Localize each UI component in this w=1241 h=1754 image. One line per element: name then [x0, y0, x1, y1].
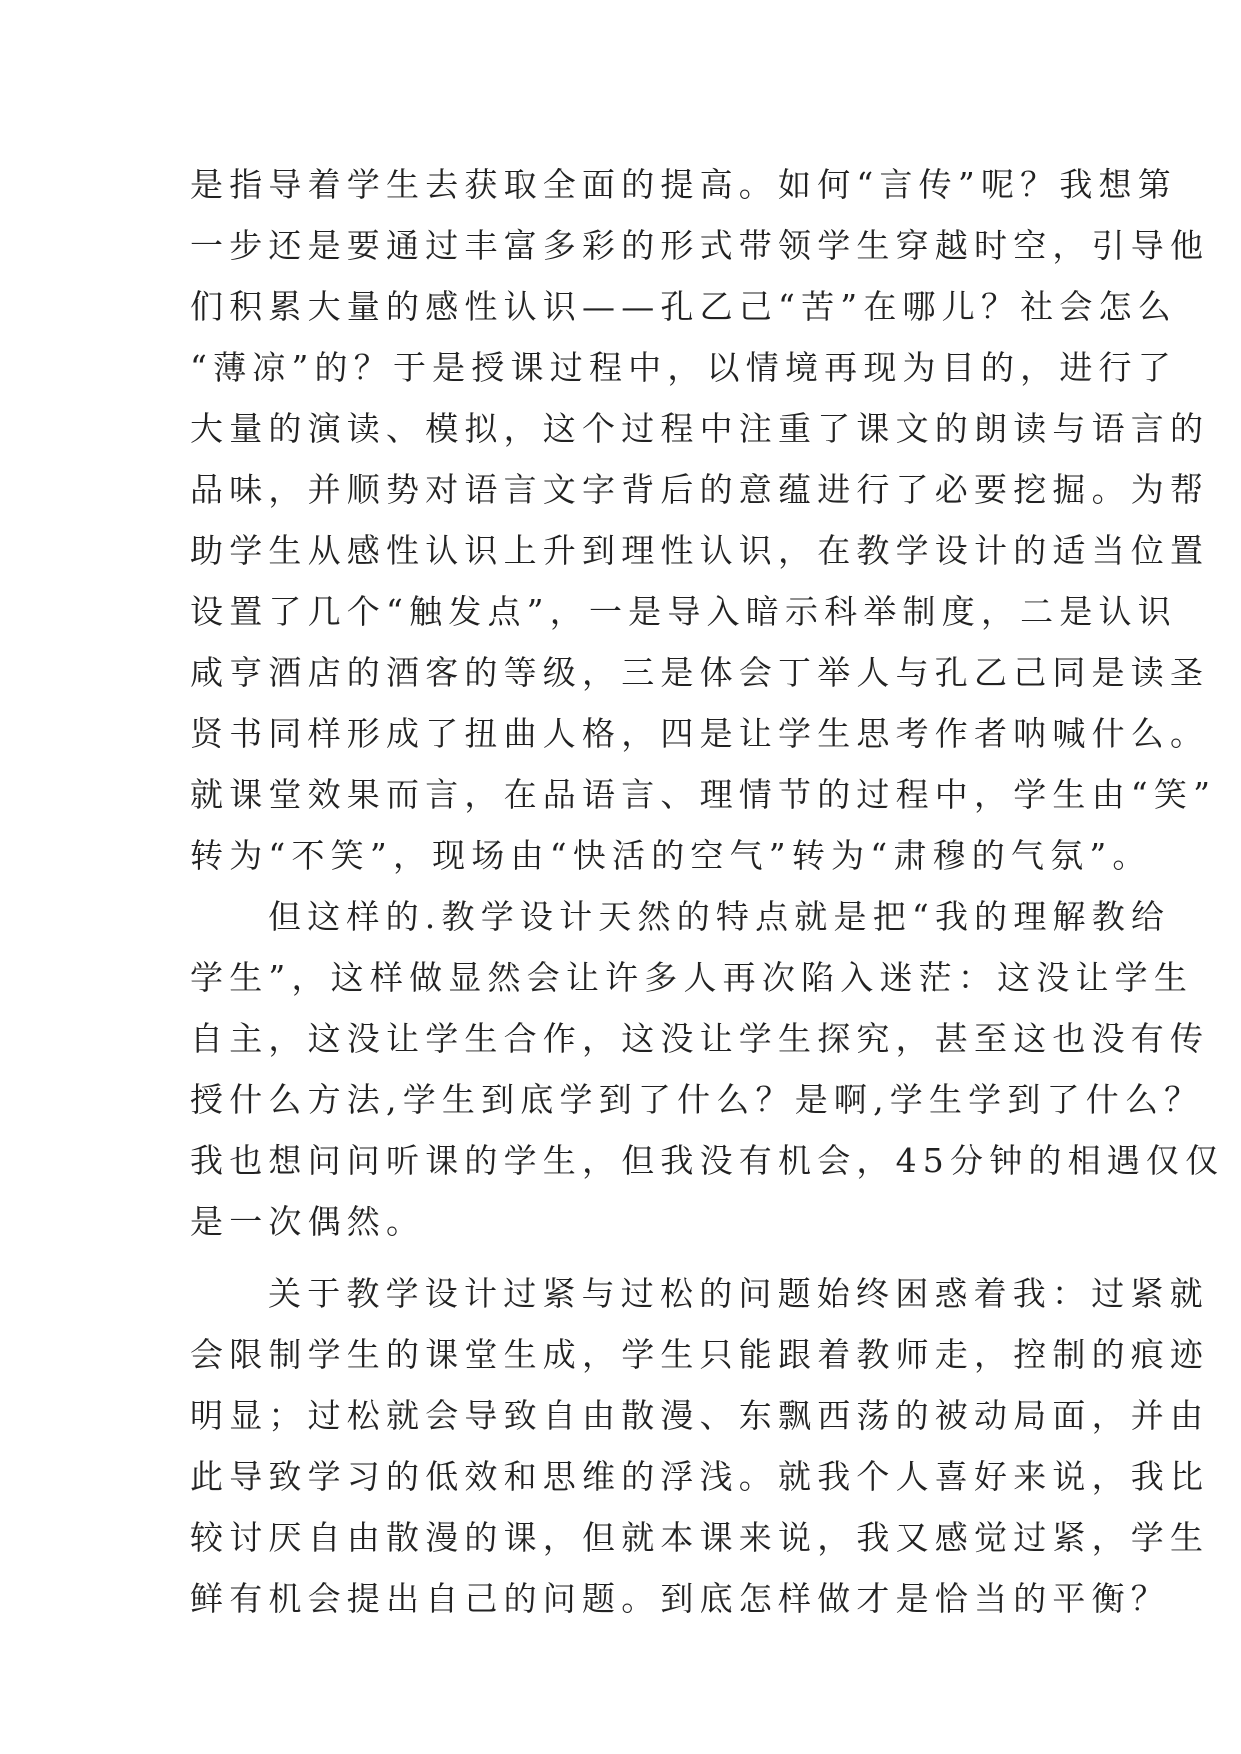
text-line: 咸亨酒店的酒客的等级，三是体会丁举人与孔乙己同是读圣	[190, 653, 1210, 692]
text-line: 会限制学生的课堂生成，学生只能跟着教师走，控制的痕迹	[190, 1335, 1210, 1374]
text-line: 是指导着学生去获取全面的提高。如何“言传”呢？我想第	[190, 165, 1177, 204]
text-line: 一步还是要通过丰富多彩的形式带领学生穿越时空，引导他	[190, 226, 1210, 265]
document-page	[190, 154, 1225, 1629]
text-line: 鲜有机会提出自己的问题。到底怎样做才是恰当的平衡？	[190, 1579, 1170, 1618]
text-line: 就课堂效果而言，在品语言、理情节的过程中，学生由“笑”	[190, 775, 1217, 814]
text-line: 助学生从感性认识上升到理性认识，在教学设计的适当位置	[190, 531, 1210, 570]
text-line: 设置了几个“触发点”，一是导入暗示科举制度，二是认识	[190, 592, 1177, 631]
text-line: 品味，并顺势对语言文字背后的意蕴进行了必要挖掘。为帮	[190, 470, 1210, 509]
text-line: 转为“不笑”，现场由“快活的空气”转为“肃穆的气氛”。	[190, 836, 1152, 875]
text-line: 是一次偶然。	[190, 1202, 426, 1241]
text-line: 我也想问问听课的学生，但我没有机会，45分钟的相遇仅仅	[190, 1141, 1225, 1180]
text-line: 贤书同样形成了扭曲人格，四是让学生思考作者呐喊什么。	[190, 714, 1210, 753]
text-line: “薄凉”的？于是授课过程中，以情境再现为目的，进行了	[190, 348, 1177, 387]
paragraph-2	[190, 886, 1225, 1252]
text-line: 较讨厌自由散漫的课，但就本课来说，我又感觉过紧，学生	[190, 1518, 1210, 1557]
paragraph-3	[190, 1263, 1210, 1629]
text-line: 大量的演读、模拟，这个过程中注重了课文的朗读与语言的	[190, 409, 1210, 448]
text-line: 但这样的.教学设计天然的特点就是把“我的理解教给	[268, 897, 1171, 936]
paragraph-1	[190, 154, 1217, 886]
text-line: 此导致学习的低效和思维的浮浅。就我个人喜好来说，我比	[190, 1457, 1210, 1496]
text-line: 自主，这没让学生合作，这没让学生探究，甚至这也没有传	[190, 1019, 1210, 1058]
text-line: 们积累大量的感性认识——孔乙己“苦”在哪儿？社会怎么	[190, 287, 1177, 326]
text-line: 明显；过松就会导致自由散漫、东飘西荡的被动局面，并由	[190, 1396, 1210, 1435]
text-line: 学生”，这样做显然会让许多人再次陷入迷茫：这没让学生	[190, 958, 1194, 997]
text-line: 授什么方法,学生到底学到了什么？是啊,学生学到了什么？	[190, 1080, 1204, 1119]
text-line: 关于教学设计过紧与过松的问题始终困惑着我：过紧就	[268, 1274, 1209, 1313]
paragraph-spacer	[190, 1252, 1050, 1263]
